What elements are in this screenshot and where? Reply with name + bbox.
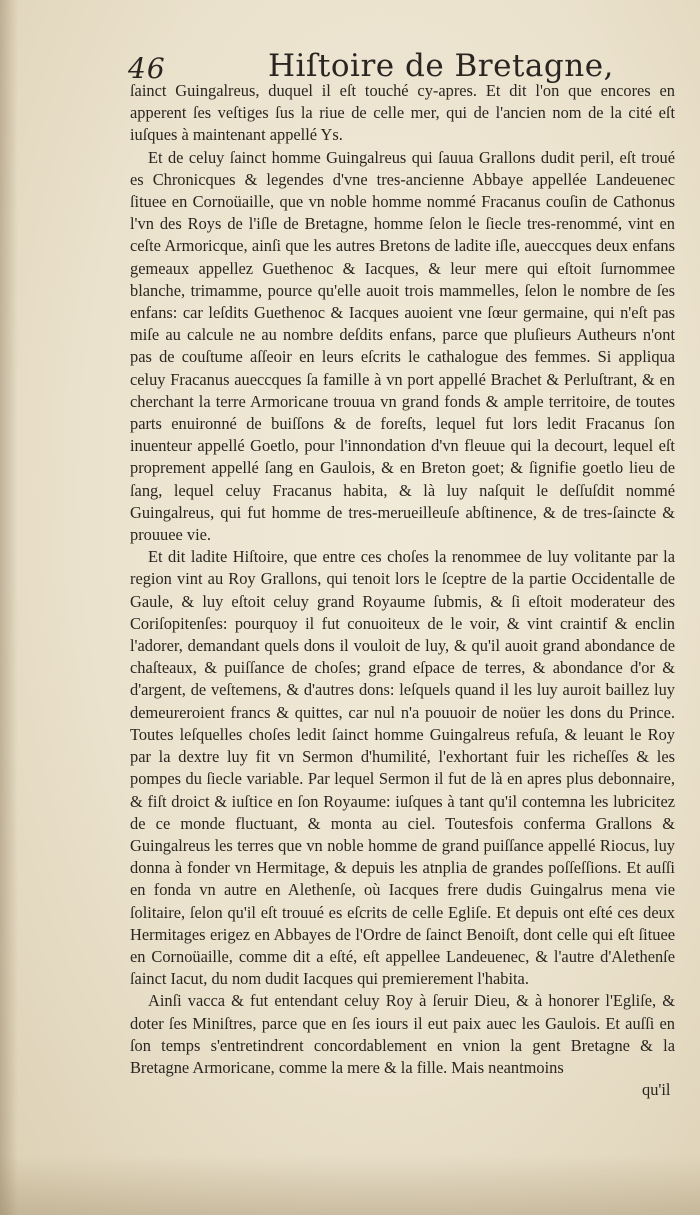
catchword: qu'il [642,1080,671,1099]
paragraph-1: ſainct Guingalreus, duquel il eſt touché cy-apres. Et dit l'on que encores en apperent ſes veſtiges ſus la riue de celle mer, qui de l'ancien nom de la cité eſt iuſques à maintenant appellé Ys. [130,81,675,145]
gutter-shadow [0,0,18,1215]
body-text [130,80,675,1079]
running-title: Hiſtoire de Bretagne, [268,48,614,84]
page-edge-shading [0,1155,700,1215]
paragraph-4: Ainſi vacca & fut entendant celuy Roy à ſeruir Dieu, & à honorer l'Egliſe, & doter ſes Miniſtres, parce que en ſes iours il eut paix auec les Gaulois. Et auſſi en ſon temps s'entretindrent concordablement en vnion la gent Bretagne & la Bretagne Armoricane, comme la mere & la fille. Mais neantmoins [130,991,675,1077]
paragraph-2: Et de celuy ſainct homme Guingalreus qui ſauua Grallons dudit peril, eſt troué es Chronicques & legendes d'vne tres-ancienne Abbaye appellée Landeuenec ſituee en Cornoüaille, que vn noble homme nommé Fracanus couſin de Cathonus l'vn des Roys de l'iſle de Bretagne, homme ſelon le ſiecle tres-renommé, vint en ceſte Armoricque, ainſi que les autres Bretons de ladite iſle, aueccques deux enfans gemeaux appellez Guethenoc & Iacques, & leur mere qui eſtoit ſurnommee blanche, trimamme, pource qu'elle auoit trois mammelles, ſelon le nombre de ſes enfans: car leſdits Guethenoc & Iacques auoient vne ſœur germaine, qui n'eſt pas miſe au calcule ne au nombre deſdits enfans, parce que pluſieurs Autheurs n'ont pas de couſtume aſſeoir en leurs eſcrits le cathalogue des femmes. Si appliqua celuy Fracanus aueccques ſa famille à vn port appellé Brachet & Perluſtrant, & en cherchant la terre Armoricane trouua vn grand fonds & ample territoire, de toutes parts enuironné de buiſſons & de foreſts, lequel fut lors ledit Fracanus ſon inuenteur appellé Goetlo, pour l'innondation d'vn fleuue qui la decourt, lequel eſt proprement appellé ſang en Gaulois, & en Breton goet; & ſignifie goetlo lieu de ſang, lequel celuy Fracanus habita, & là luy naſquit le deſſuſdit nommé Guingalreus, qui fut homme de tres-merueilleuſe abſtinence, & de tres-ſaincte & prouuee vie. [130,147,675,545]
paragraph-3: Et dit ladite Hiſtoire, que entre ces choſes la renommee de luy volitante par la region vint au Roy Grallons, qui tenoit lors le ſceptre de la partie Occidentalle de Gaule, & luy eſtoit celuy grand Royaume ſubmis, & ſi eſtoit moderateur des Coriſopitenſes: pourquoy il fut conuoiteux de le voir, & vint craintif & enclin l'adorer, demandant quels dons il vouloit de luy, & qu'il auoit grand abondance de chaſteaux, & puiſſance de choſes; grand eſpace de terres, & abondance d'or & d'argent, de veſtemens, & d'autres dons: leſquels quand il les luy auroit baillez luy demeureroient francs & quittes, car nul n'a pouuoir de noüer les dons du Prince. Toutes leſquelles choſes ledit ſainct homme Guingalreus refuſa, & leuant le Roy par la dextre luy fit vn Sermon d'humilité, l'exhortant fuir les richeſſes & les pompes du ſiecle variable. Par lequel Sermon il fut de là en apres plus debonnaire, & fiſt droict & iuſtice en ſon Royaume: iuſques à tant qu'il contemna les lubricitez de ce monde fluctuant, & monta au ciel. Toutesfois conferma Grallons & Guingalreus les terres que vn noble homme de grand puiſſance appellé Riocus, luy donna à fonder vn Hermitage, & depuis les atnplia de grandes poſſeſſions. Et auſſi en fonda vn autre en Alethenſe, où Iacques frere dudis Guingalrus mena vie ſolitaire, ſelon qu'il eſt trouué es eſcrits de celle Egliſe. Et depuis ont eſté ces deux Hermitages erigez en Abbayes de l'Ordre de ſainct Benoiſt, dont celle qui eſt ſituee en Cornoüaille, comme dit a eſté, eſt appellee Landeuenec, & l'autre d'Alethenſe ſainct Iacut, du nom dudit Iacques qui premierement l'habita. [130,547,675,989]
page-number: 46 [128,52,166,85]
